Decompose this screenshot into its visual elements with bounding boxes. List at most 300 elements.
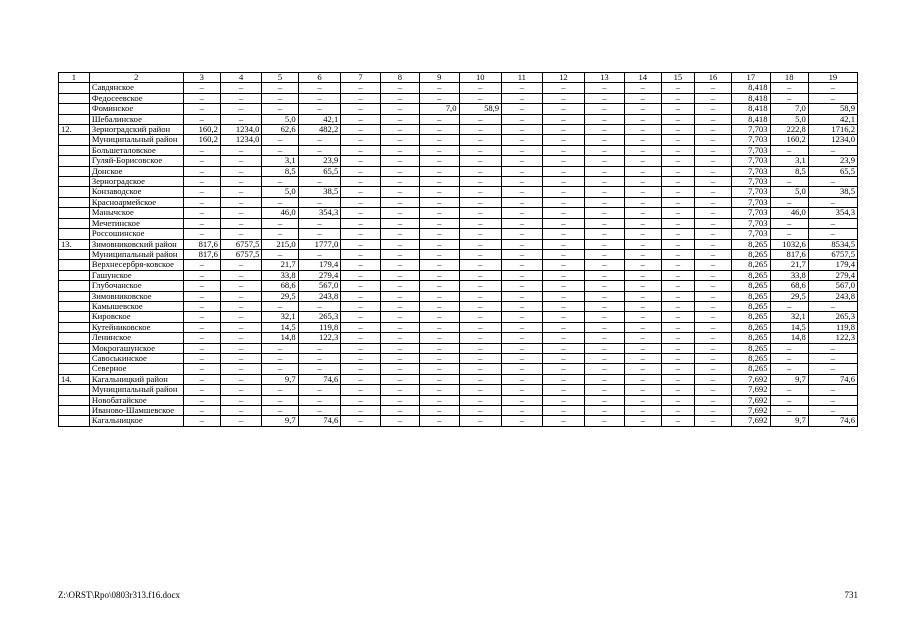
value-cell: – bbox=[341, 301, 380, 311]
value-cell: – bbox=[661, 406, 694, 416]
value-cell: – bbox=[341, 353, 380, 363]
value-cell: 65,5 bbox=[808, 166, 857, 176]
value-cell: – bbox=[298, 93, 341, 103]
value-cell: – bbox=[183, 145, 220, 155]
table-row bbox=[59, 333, 858, 343]
value-cell: – bbox=[694, 395, 731, 405]
value-cell: – bbox=[661, 343, 694, 353]
value-cell: – bbox=[380, 114, 419, 124]
value-cell: – bbox=[585, 281, 624, 291]
value-cell: 8,5 bbox=[262, 166, 298, 176]
value-cell: – bbox=[420, 270, 459, 280]
value-cell: – bbox=[661, 197, 694, 207]
row-name-cell: Большеталовское bbox=[89, 145, 183, 155]
value-cell: – bbox=[380, 312, 419, 322]
value-cell: – bbox=[341, 83, 380, 93]
table-header-cell: 2 bbox=[89, 73, 183, 83]
value-cell: – bbox=[661, 364, 694, 374]
value-cell: – bbox=[420, 301, 459, 311]
value-cell: – bbox=[262, 364, 298, 374]
value-cell: 222,8 bbox=[770, 125, 808, 135]
value-cell: – bbox=[341, 249, 380, 259]
value-cell: – bbox=[624, 208, 661, 218]
value-cell: – bbox=[542, 125, 585, 135]
value-cell: – bbox=[183, 312, 220, 322]
row-name-cell: Федосеевское bbox=[89, 93, 183, 103]
value-cell: – bbox=[585, 260, 624, 270]
value-cell: – bbox=[341, 166, 380, 176]
value-cell: – bbox=[380, 322, 419, 332]
value-cell: – bbox=[220, 395, 262, 405]
value-cell: 8,418 bbox=[732, 104, 770, 114]
value-cell: – bbox=[542, 187, 585, 197]
table-row bbox=[59, 406, 858, 416]
value-cell: – bbox=[380, 353, 419, 363]
value-cell: – bbox=[808, 343, 857, 353]
table-header-cell: 5 bbox=[262, 73, 298, 83]
value-cell: – bbox=[694, 343, 731, 353]
row-name-cell: Савоськинское bbox=[89, 353, 183, 363]
row-name-cell: Гашунское bbox=[89, 270, 183, 280]
value-cell: 7,692 bbox=[732, 374, 770, 384]
value-cell: – bbox=[624, 260, 661, 270]
row-name-cell: Красноармейское bbox=[89, 197, 183, 207]
value-cell: 21,7 bbox=[770, 260, 808, 270]
value-cell: – bbox=[459, 114, 502, 124]
value-cell: – bbox=[542, 197, 585, 207]
value-cell: – bbox=[420, 353, 459, 363]
value-cell: – bbox=[298, 83, 341, 93]
value-cell: – bbox=[459, 249, 502, 259]
value-cell: 817,6 bbox=[183, 249, 220, 259]
value-cell: – bbox=[624, 229, 661, 239]
row-name-cell: Кутейниковское bbox=[89, 322, 183, 332]
value-cell: – bbox=[585, 104, 624, 114]
table-row bbox=[59, 208, 858, 218]
value-cell: – bbox=[624, 218, 661, 228]
value-cell: – bbox=[380, 385, 419, 395]
value-cell: – bbox=[341, 104, 380, 114]
value-cell: – bbox=[420, 197, 459, 207]
value-cell: – bbox=[661, 114, 694, 124]
value-cell: – bbox=[770, 145, 808, 155]
value-cell: – bbox=[183, 385, 220, 395]
value-cell: – bbox=[585, 83, 624, 93]
value-cell: – bbox=[183, 406, 220, 416]
value-cell: – bbox=[380, 135, 419, 145]
value-cell: – bbox=[808, 218, 857, 228]
value-cell: – bbox=[459, 406, 502, 416]
row-name-cell: Зимовниковский район bbox=[89, 239, 183, 249]
value-cell: – bbox=[183, 218, 220, 228]
table-row bbox=[59, 270, 858, 280]
value-cell: – bbox=[661, 270, 694, 280]
value-cell: – bbox=[380, 187, 419, 197]
data-table bbox=[58, 72, 858, 427]
value-cell: – bbox=[542, 364, 585, 374]
value-cell: – bbox=[420, 416, 459, 426]
value-cell: 5,0 bbox=[770, 114, 808, 124]
value-cell: – bbox=[624, 177, 661, 187]
value-cell: – bbox=[661, 385, 694, 395]
value-cell: – bbox=[459, 374, 502, 384]
value-cell: – bbox=[459, 93, 502, 103]
row-name-cell: Северное bbox=[89, 364, 183, 374]
value-cell: 7,692 bbox=[732, 406, 770, 416]
row-number-cell bbox=[59, 135, 90, 145]
table-header-cell: 6 bbox=[298, 73, 341, 83]
table-header-cell: 10 bbox=[459, 73, 502, 83]
value-cell: – bbox=[380, 218, 419, 228]
value-cell: 354,3 bbox=[298, 208, 341, 218]
value-cell: 58,9 bbox=[808, 104, 857, 114]
value-cell: – bbox=[420, 395, 459, 405]
value-cell: – bbox=[262, 385, 298, 395]
value-cell: 817,6 bbox=[183, 239, 220, 249]
value-cell: – bbox=[542, 135, 585, 145]
row-name-cell: Россошинское bbox=[89, 229, 183, 239]
value-cell: – bbox=[808, 177, 857, 187]
value-cell: – bbox=[808, 395, 857, 405]
value-cell: – bbox=[694, 374, 731, 384]
value-cell: – bbox=[420, 218, 459, 228]
value-cell: – bbox=[770, 385, 808, 395]
value-cell: – bbox=[341, 374, 380, 384]
value-cell: – bbox=[262, 406, 298, 416]
value-cell: 23,9 bbox=[808, 156, 857, 166]
value-cell: – bbox=[694, 208, 731, 218]
value-cell: – bbox=[262, 229, 298, 239]
value-cell: – bbox=[694, 291, 731, 301]
value-cell: 1032,6 bbox=[770, 239, 808, 249]
value-cell: 8,265 bbox=[732, 353, 770, 363]
table-row bbox=[59, 145, 858, 155]
value-cell: – bbox=[624, 312, 661, 322]
value-cell: – bbox=[459, 135, 502, 145]
value-cell: – bbox=[341, 322, 380, 332]
value-cell: – bbox=[459, 385, 502, 395]
value-cell: – bbox=[341, 416, 380, 426]
table-header-cell: 18 bbox=[770, 73, 808, 83]
row-name-cell: Кагальницкое bbox=[89, 416, 183, 426]
value-cell: – bbox=[585, 239, 624, 249]
value-cell: – bbox=[585, 187, 624, 197]
value-cell: – bbox=[380, 333, 419, 343]
value-cell: – bbox=[808, 145, 857, 155]
value-cell: – bbox=[380, 229, 419, 239]
value-cell: – bbox=[661, 353, 694, 363]
value-cell: – bbox=[380, 260, 419, 270]
value-cell: – bbox=[694, 364, 731, 374]
value-cell: – bbox=[542, 281, 585, 291]
value-cell: – bbox=[624, 281, 661, 291]
value-cell: – bbox=[380, 145, 419, 155]
value-cell: – bbox=[585, 166, 624, 176]
value-cell: – bbox=[542, 406, 585, 416]
value-cell: 1234,0 bbox=[220, 125, 262, 135]
value-cell: – bbox=[661, 416, 694, 426]
value-cell: – bbox=[459, 301, 502, 311]
value-cell: – bbox=[542, 218, 585, 228]
value-cell: 14,5 bbox=[770, 322, 808, 332]
value-cell: – bbox=[220, 260, 262, 270]
row-number-cell bbox=[59, 281, 90, 291]
value-cell: 8,418 bbox=[732, 93, 770, 103]
value-cell: – bbox=[624, 291, 661, 301]
value-cell: – bbox=[220, 83, 262, 93]
value-cell: – bbox=[661, 156, 694, 166]
value-cell: – bbox=[694, 281, 731, 291]
value-cell: – bbox=[542, 156, 585, 166]
value-cell: – bbox=[380, 249, 419, 259]
value-cell: – bbox=[380, 83, 419, 93]
value-cell: – bbox=[661, 177, 694, 187]
value-cell: – bbox=[542, 83, 585, 93]
row-name-cell: Манычское bbox=[89, 208, 183, 218]
value-cell: 6757,5 bbox=[808, 249, 857, 259]
value-cell: – bbox=[341, 343, 380, 353]
value-cell: – bbox=[262, 218, 298, 228]
value-cell: – bbox=[624, 187, 661, 197]
value-cell: – bbox=[262, 353, 298, 363]
value-cell: – bbox=[262, 93, 298, 103]
value-cell: – bbox=[380, 364, 419, 374]
value-cell: – bbox=[542, 114, 585, 124]
value-cell: 119,8 bbox=[298, 322, 341, 332]
value-cell: – bbox=[661, 239, 694, 249]
table-header-cell: 16 bbox=[694, 73, 731, 83]
value-cell: – bbox=[420, 333, 459, 343]
row-number-cell bbox=[59, 197, 90, 207]
table-row bbox=[59, 249, 858, 259]
value-cell: – bbox=[380, 395, 419, 405]
value-cell: – bbox=[661, 374, 694, 384]
value-cell: – bbox=[220, 353, 262, 363]
value-cell: 14,8 bbox=[262, 333, 298, 343]
row-number-cell: 13. bbox=[59, 239, 90, 249]
value-cell: – bbox=[542, 353, 585, 363]
table-row bbox=[59, 260, 858, 270]
value-cell: – bbox=[262, 177, 298, 187]
value-cell: – bbox=[420, 281, 459, 291]
row-number-cell bbox=[59, 416, 90, 426]
value-cell: – bbox=[459, 239, 502, 249]
value-cell: – bbox=[661, 291, 694, 301]
value-cell: 279,4 bbox=[298, 270, 341, 280]
table-header-cell: 4 bbox=[220, 73, 262, 83]
value-cell: 65,5 bbox=[298, 166, 341, 176]
value-cell: 215,0 bbox=[262, 239, 298, 249]
value-cell: – bbox=[624, 333, 661, 343]
value-cell: – bbox=[502, 83, 542, 93]
value-cell: – bbox=[459, 343, 502, 353]
table-row bbox=[59, 218, 858, 228]
table-header-cell: 3 bbox=[183, 73, 220, 83]
value-cell: – bbox=[661, 322, 694, 332]
value-cell: – bbox=[694, 145, 731, 155]
table-row bbox=[59, 395, 858, 405]
value-cell: – bbox=[380, 93, 419, 103]
value-cell: – bbox=[694, 166, 731, 176]
value-cell: 7,703 bbox=[732, 187, 770, 197]
value-cell: – bbox=[502, 385, 542, 395]
value-cell: – bbox=[624, 156, 661, 166]
table-row bbox=[59, 239, 858, 249]
row-name-cell: Камышевское bbox=[89, 301, 183, 311]
value-cell: – bbox=[585, 93, 624, 103]
value-cell: – bbox=[624, 145, 661, 155]
value-cell: 482,2 bbox=[298, 125, 341, 135]
value-cell: – bbox=[220, 218, 262, 228]
value-cell: 8,265 bbox=[732, 343, 770, 353]
value-cell: – bbox=[459, 281, 502, 291]
table-row bbox=[59, 229, 858, 239]
value-cell: 74,6 bbox=[808, 416, 857, 426]
value-cell: – bbox=[459, 83, 502, 93]
value-cell: 9,7 bbox=[770, 416, 808, 426]
value-cell: – bbox=[808, 83, 857, 93]
value-cell: – bbox=[420, 187, 459, 197]
value-cell: – bbox=[298, 406, 341, 416]
value-cell: – bbox=[183, 291, 220, 301]
value-cell: 42,1 bbox=[808, 114, 857, 124]
value-cell: – bbox=[542, 104, 585, 114]
value-cell: – bbox=[298, 301, 341, 311]
value-cell: – bbox=[220, 364, 262, 374]
value-cell: 7,703 bbox=[732, 125, 770, 135]
value-cell: 5,0 bbox=[770, 187, 808, 197]
value-cell: – bbox=[459, 291, 502, 301]
value-cell: – bbox=[341, 239, 380, 249]
table-header-cell: 7 bbox=[341, 73, 380, 83]
table-header-cell: 11 bbox=[502, 73, 542, 83]
value-cell: – bbox=[298, 249, 341, 259]
row-name-cell: Ленинское bbox=[89, 333, 183, 343]
row-name-cell: Савдянское bbox=[89, 83, 183, 93]
value-cell: 7,703 bbox=[732, 197, 770, 207]
value-cell: – bbox=[420, 343, 459, 353]
value-cell: – bbox=[459, 197, 502, 207]
value-cell: – bbox=[585, 218, 624, 228]
value-cell: – bbox=[380, 301, 419, 311]
value-cell: – bbox=[661, 166, 694, 176]
table-row bbox=[59, 135, 858, 145]
value-cell: – bbox=[420, 249, 459, 259]
value-cell: – bbox=[770, 353, 808, 363]
value-cell: – bbox=[542, 301, 585, 311]
value-cell: 160,2 bbox=[183, 135, 220, 145]
row-name-cell: Шебалинское bbox=[89, 114, 183, 124]
value-cell: 3,1 bbox=[770, 156, 808, 166]
value-cell: – bbox=[502, 93, 542, 103]
row-number-cell bbox=[59, 156, 90, 166]
value-cell: – bbox=[262, 145, 298, 155]
value-cell: – bbox=[420, 239, 459, 249]
value-cell: – bbox=[502, 416, 542, 426]
value-cell: – bbox=[624, 343, 661, 353]
value-cell: 74,6 bbox=[298, 416, 341, 426]
value-cell: 32,1 bbox=[262, 312, 298, 322]
value-cell: – bbox=[502, 135, 542, 145]
row-name-cell: Мокрогашунское bbox=[89, 343, 183, 353]
value-cell: – bbox=[694, 197, 731, 207]
value-cell: – bbox=[262, 104, 298, 114]
table-header-cell: 13 bbox=[585, 73, 624, 83]
value-cell: – bbox=[420, 83, 459, 93]
row-number-cell bbox=[59, 83, 90, 93]
table-header-cell: 14 bbox=[624, 73, 661, 83]
value-cell: – bbox=[420, 93, 459, 103]
value-cell: – bbox=[694, 229, 731, 239]
value-cell: – bbox=[624, 239, 661, 249]
value-cell: – bbox=[262, 83, 298, 93]
value-cell: – bbox=[298, 395, 341, 405]
value-cell: – bbox=[542, 395, 585, 405]
value-cell: – bbox=[624, 104, 661, 114]
value-cell: 8,265 bbox=[732, 239, 770, 249]
value-cell: – bbox=[459, 229, 502, 239]
value-cell: – bbox=[661, 145, 694, 155]
value-cell: – bbox=[459, 177, 502, 187]
value-cell: – bbox=[220, 145, 262, 155]
value-cell: – bbox=[808, 406, 857, 416]
value-cell: – bbox=[542, 416, 585, 426]
value-cell: – bbox=[694, 353, 731, 363]
value-cell: 46,0 bbox=[770, 208, 808, 218]
value-cell: – bbox=[380, 281, 419, 291]
value-cell: – bbox=[661, 312, 694, 322]
value-cell: – bbox=[624, 83, 661, 93]
value-cell: – bbox=[459, 145, 502, 155]
value-cell: – bbox=[220, 281, 262, 291]
value-cell: 160,2 bbox=[770, 135, 808, 145]
value-cell: – bbox=[542, 239, 585, 249]
value-cell: 7,692 bbox=[732, 385, 770, 395]
value-cell: – bbox=[380, 343, 419, 353]
value-cell: – bbox=[502, 281, 542, 291]
value-cell: 8,265 bbox=[732, 249, 770, 259]
row-number-cell bbox=[59, 166, 90, 176]
value-cell: – bbox=[183, 187, 220, 197]
value-cell: – bbox=[341, 385, 380, 395]
value-cell: – bbox=[459, 187, 502, 197]
value-cell: – bbox=[380, 104, 419, 114]
value-cell: – bbox=[420, 385, 459, 395]
value-cell: 6757,5 bbox=[220, 249, 262, 259]
value-cell: – bbox=[459, 218, 502, 228]
value-cell: – bbox=[220, 301, 262, 311]
value-cell: – bbox=[502, 395, 542, 405]
value-cell: 8,265 bbox=[732, 312, 770, 322]
value-cell: – bbox=[694, 249, 731, 259]
value-cell: – bbox=[183, 260, 220, 270]
value-cell: – bbox=[502, 333, 542, 343]
value-cell: – bbox=[341, 364, 380, 374]
value-cell: 179,4 bbox=[298, 260, 341, 270]
value-cell: – bbox=[661, 249, 694, 259]
table-header-row bbox=[59, 73, 858, 83]
value-cell: – bbox=[770, 177, 808, 187]
value-cell: 1777,0 bbox=[298, 239, 341, 249]
row-name-cell: Фоминское bbox=[89, 104, 183, 114]
value-cell: – bbox=[585, 197, 624, 207]
value-cell: – bbox=[694, 239, 731, 249]
value-cell: – bbox=[183, 353, 220, 363]
value-cell: – bbox=[420, 177, 459, 187]
value-cell: – bbox=[585, 301, 624, 311]
value-cell: – bbox=[624, 93, 661, 103]
value-cell: – bbox=[770, 343, 808, 353]
